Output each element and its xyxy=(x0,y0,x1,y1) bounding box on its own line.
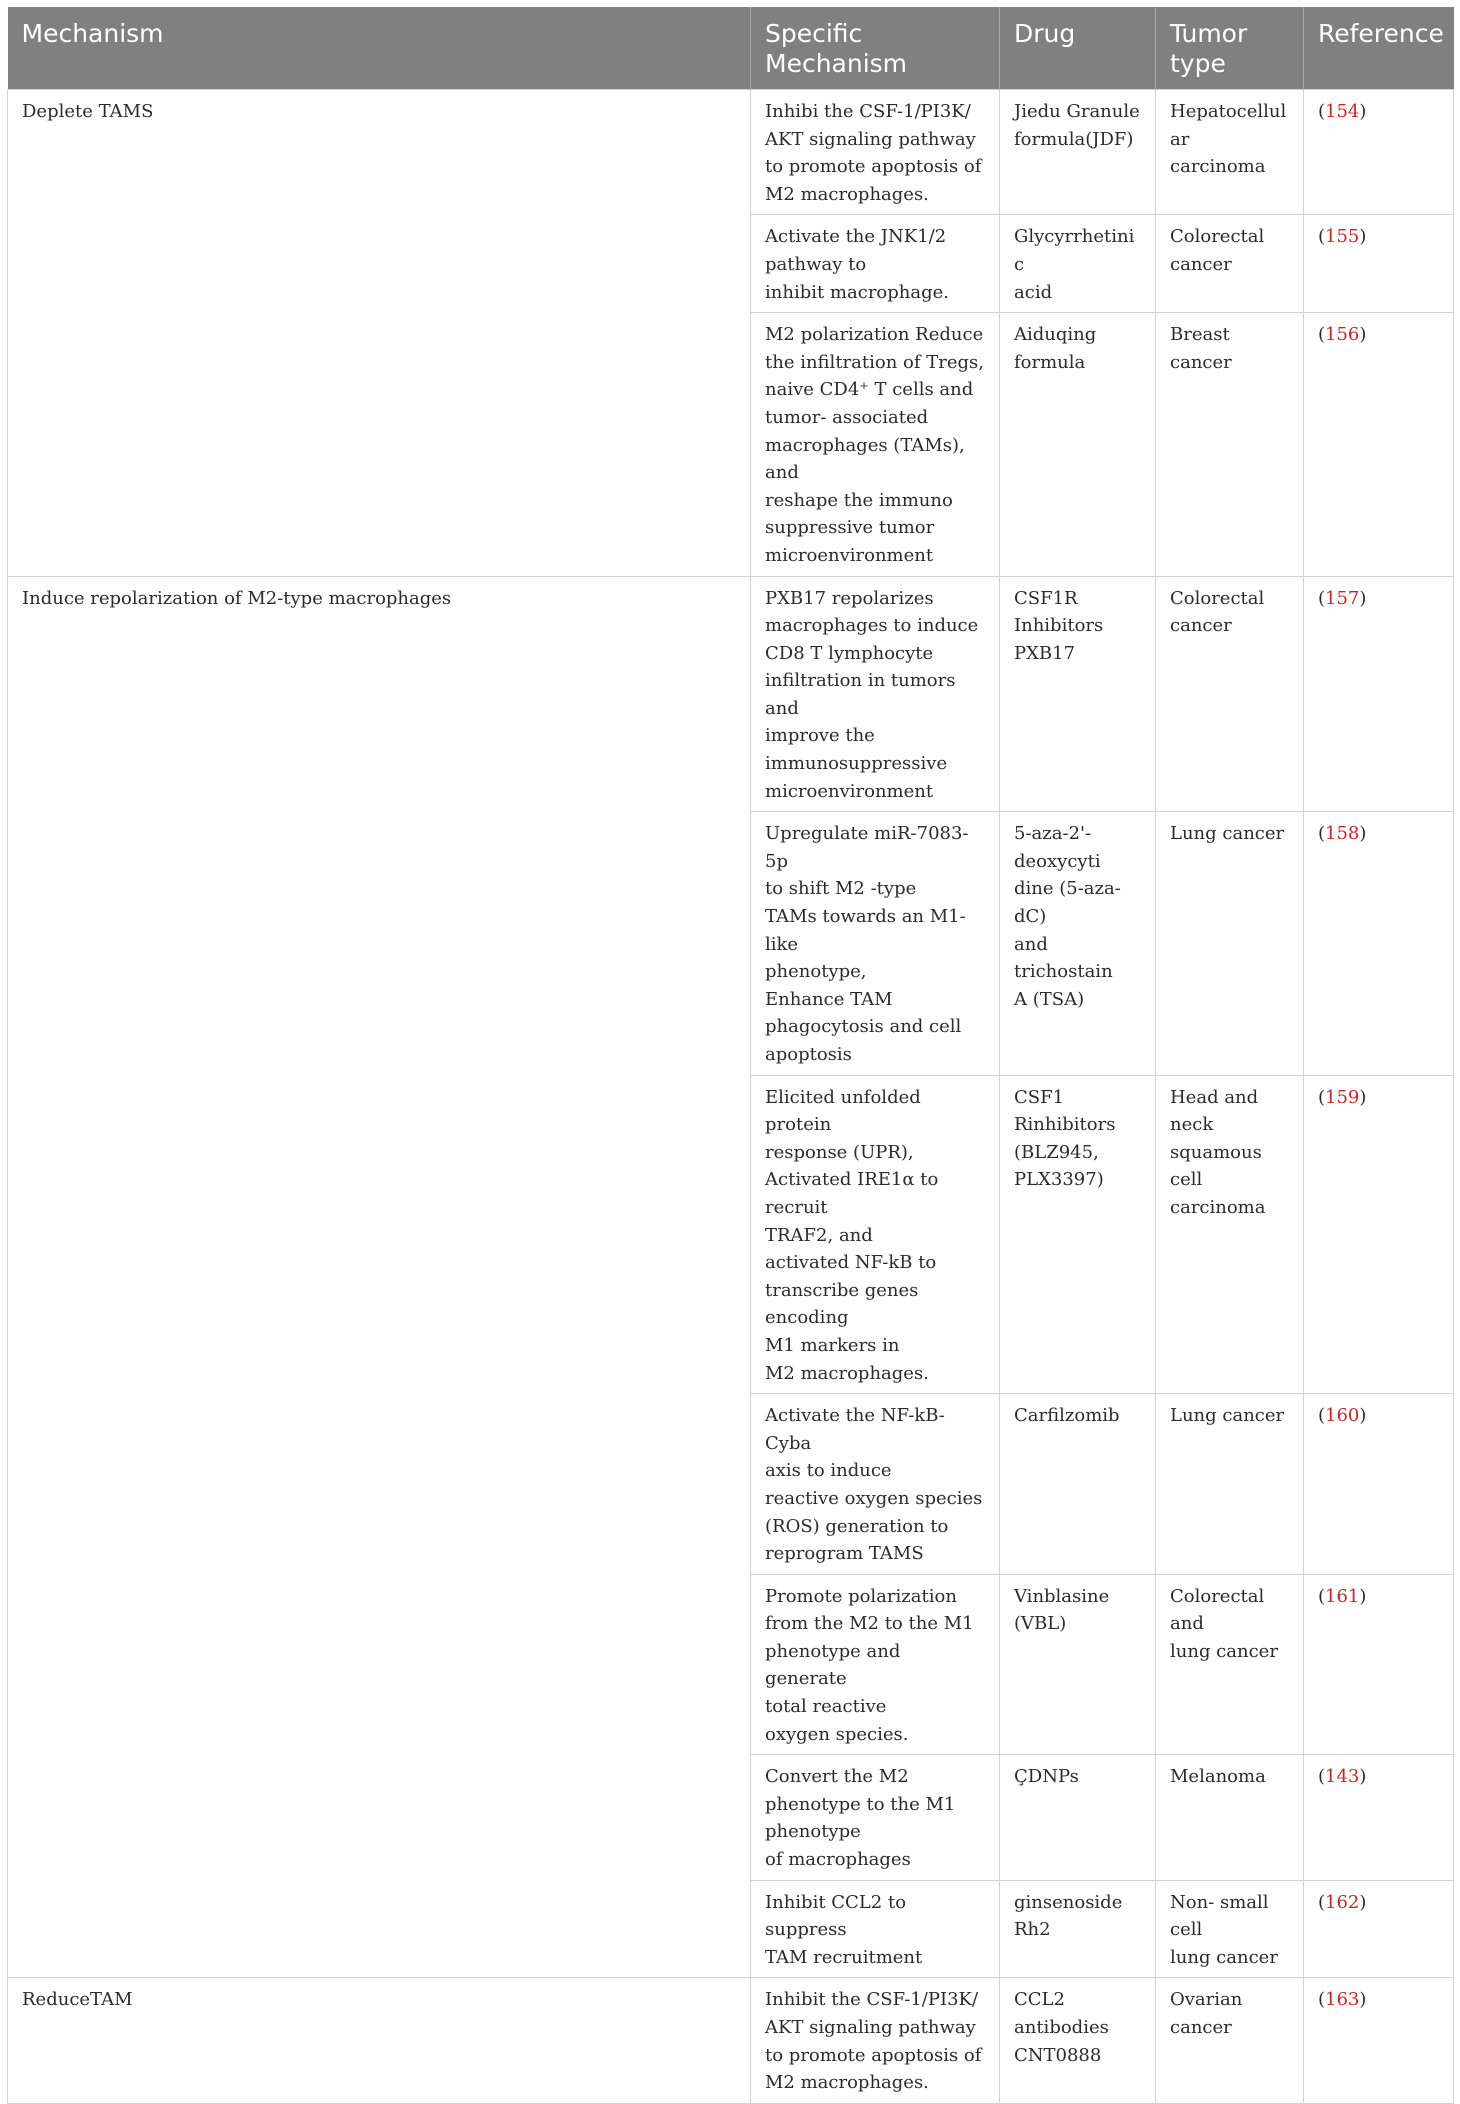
reference-cell: (154) xyxy=(1304,90,1454,215)
mechanism-cell: Deplete TAMS xyxy=(8,90,751,577)
tumor-type-cell: Lung cancer xyxy=(1156,812,1304,1075)
specific-mechanism-cell: Upregulate miR-7083-5p to shift M2 -type TAMs towards an M1-like phenotype, Enhance TAM phagocytosis and cell apoptosis xyxy=(751,812,1000,1075)
data-table xyxy=(7,7,1454,2104)
table-row xyxy=(8,1978,1454,2103)
drug-cell: 5-aza-2'- deoxycyti dine (5-aza- dC) and trichostain A (TSA) xyxy=(1000,812,1156,1075)
table-row xyxy=(8,90,1454,215)
drug-cell: CSF1R Inhibitors PXB17 xyxy=(1000,576,1156,812)
header-mechanism: Mechanism xyxy=(8,7,751,90)
reference-cell: (156) xyxy=(1304,313,1454,576)
specific-mechanism-cell: Activate the NF-kB-Cyba axis to induce reactive oxygen species (ROS) generation to reprogram TAMS xyxy=(751,1394,1000,1575)
reference-link[interactable]: 158 xyxy=(1325,823,1360,845)
reference-cell: (143) xyxy=(1304,1755,1454,1880)
reference-cell: (163) xyxy=(1304,1978,1454,2103)
specific-mechanism-cell: Activate the JNK1/2 pathway to inhibit macrophage. xyxy=(751,215,1000,313)
tumor-type-cell: Breast cancer xyxy=(1156,313,1304,576)
drug-cell: Jiedu Granule formula(JDF) xyxy=(1000,90,1156,215)
reference-link[interactable]: 157 xyxy=(1325,587,1360,609)
specific-mechanism-cell: Inhibit CCL2 to suppress TAM recruitment xyxy=(751,1880,1000,1978)
reference-link[interactable]: 154 xyxy=(1325,101,1360,122)
specific-mechanism-cell: Elicited unfolded protein response (UPR), Activated IRE1α to recruit TRAF2, and activated NF-kB to transcribe genes encoding M1 markers in M2 macrophages. xyxy=(751,1075,1000,1394)
header-specific-mechanism: Specific Mechanism xyxy=(751,7,1000,90)
specific-mechanism-cell: PXB17 repolarizes macrophages to induce CD8 T lymphocyte infiltration in tumors and improve the immunosuppressive microenvironment xyxy=(751,576,1000,812)
header-drug: Drug xyxy=(1000,7,1156,90)
specific-mechanism-cell: M2 polarization Reduce the infiltration of Tregs, naive CD4⁺ T cells and tumor- associated macrophages (TAMs), and reshape the immuno suppressive tumor microenvironment xyxy=(751,313,1000,576)
tumor-type-cell: Non- small cell lung cancer xyxy=(1156,1880,1304,1978)
mechanism-cell: ReduceTAM xyxy=(8,1978,751,2103)
drug-cell: Vinblasine (VBL) xyxy=(1000,1574,1156,1755)
reference-link[interactable]: 159 xyxy=(1325,1086,1360,1108)
header-reference: Reference xyxy=(1304,7,1454,90)
tumor-type-cell: Colorectal cancer xyxy=(1156,215,1304,313)
drug-cell: CSF1 Rinhibitors (BLZ945, PLX3397) xyxy=(1000,1075,1156,1394)
reference-link[interactable]: 160 xyxy=(1325,1405,1360,1427)
reference-cell: (157) xyxy=(1304,576,1454,812)
reference-link[interactable]: 161 xyxy=(1325,1585,1360,1607)
table-header xyxy=(8,7,1454,90)
header-row xyxy=(8,7,1454,90)
reference-link[interactable]: 143 xyxy=(1325,1766,1360,1788)
tumor-type-cell: Hepatocellular carcinoma xyxy=(1156,90,1304,215)
table-row xyxy=(8,576,1454,812)
reference-link[interactable]: 162 xyxy=(1325,1891,1360,1913)
tumor-type-cell: Colorectal and lung cancer xyxy=(1156,1574,1304,1755)
drug-cell: Glycyrrhetinic acid xyxy=(1000,215,1156,313)
reference-cell: (160) xyxy=(1304,1394,1454,1575)
specific-mechanism-cell: Inhibi the CSF-1/PI3K/ AKT signaling pathway to promote apoptosis of M2 macrophages. xyxy=(751,90,1000,215)
table-body xyxy=(8,90,1454,2104)
header-tumor-type: Tumor type xyxy=(1156,7,1304,90)
tumor-type-cell: Head and neck squamous cell carcinoma xyxy=(1156,1075,1304,1394)
reference-cell: (161) xyxy=(1304,1574,1454,1755)
tumor-type-cell: Colorectal cancer xyxy=(1156,576,1304,812)
specific-mechanism-cell: Promote polarization from the M2 to the M1 phenotype and generate total reactive oxygen species. xyxy=(751,1574,1000,1755)
tumor-type-cell: Lung cancer xyxy=(1156,1394,1304,1575)
drug-cell: Aiduqing formula xyxy=(1000,313,1156,576)
reference-cell: (158) xyxy=(1304,812,1454,1075)
drug-cell: ÇDNPs xyxy=(1000,1755,1156,1880)
specific-mechanism-cell: Convert the M2 phenotype to the M1 phenotype of macrophages xyxy=(751,1755,1000,1880)
reference-link[interactable]: 156 xyxy=(1325,324,1360,346)
drug-cell: ginsenoside Rh2 xyxy=(1000,1880,1156,1978)
reference-cell: (155) xyxy=(1304,215,1454,313)
reference-cell: (159) xyxy=(1304,1075,1454,1394)
mechanism-cell: Induce repolarization of M2-type macrophages xyxy=(8,576,751,1978)
drug-cell: Carfilzomib xyxy=(1000,1394,1156,1575)
reference-link[interactable]: 163 xyxy=(1325,1989,1360,2011)
reference-link[interactable]: 155 xyxy=(1325,226,1360,248)
reference-cell: (162) xyxy=(1304,1880,1454,1978)
tumor-type-cell: Melanoma xyxy=(1156,1755,1304,1880)
tumor-type-cell: Ovarian cancer xyxy=(1156,1978,1304,2103)
drug-cell: CCL2 antibodies CNT0888 xyxy=(1000,1978,1156,2103)
specific-mechanism-cell: Inhibit the CSF-1/PI3K/ AKT signaling pathway to promote apoptosis of M2 macrophages. xyxy=(751,1978,1000,2103)
